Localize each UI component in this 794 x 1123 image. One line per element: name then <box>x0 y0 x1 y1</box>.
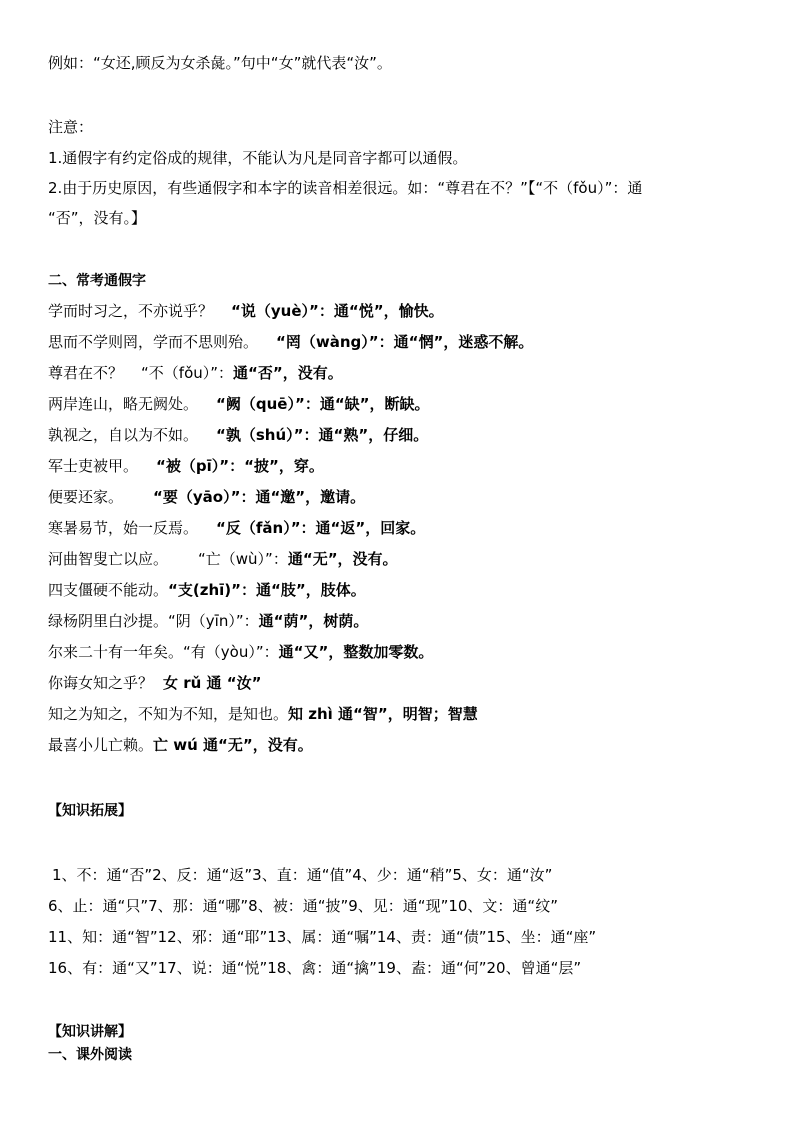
annotation: 通“否”，没有。 <box>233 364 343 382</box>
list-item <box>48 393 430 415</box>
annotation: “支(zhī)”：通“肢”，肢体。 <box>168 581 366 599</box>
section-title-common-tongjia: 二、常考通假字 <box>48 273 146 289</box>
annotation: “被（pī）”：“披”，穿。 <box>156 457 324 475</box>
explain-title: 【知识讲解】 <box>48 1024 132 1040</box>
sentence: 两岸连山，略无阙处。 <box>48 395 199 413</box>
annotation: “阙（quē）”：通“缺”，断缺。 <box>216 395 430 413</box>
annotation: 通“荫”，树荫。 <box>258 612 369 630</box>
list-item <box>48 331 533 353</box>
sentence: 寒暑易节，始一反焉。 <box>48 519 199 537</box>
annotation: 女 rǔ 通 “汝” <box>163 674 262 692</box>
sentence: 思而不学则罔，学而不思则殆。 <box>48 333 259 351</box>
annotation: 知 zhì 通“智”，明智；智慧 <box>288 705 478 723</box>
annotation: “孰（shú）”：通“熟”，仔细。 <box>216 426 429 444</box>
annotation: 通“又”，整数加零数。 <box>278 643 434 661</box>
expansion-row: 6、止：通“只”7、那：通“哪”8、被：通“披”9、见：通“现”10、文：通“纹” <box>48 897 558 915</box>
list-item <box>48 734 313 756</box>
expansion-row: 11、知：通“智”12、邪：通“耶”13、属：通“嘱”14、责：通“债”15、坐：通“座” <box>48 928 597 946</box>
list-item <box>48 579 366 601</box>
list-item <box>48 455 324 477</box>
list-item <box>48 703 478 725</box>
note-item-2-cont: “否”，没有。】 <box>48 209 147 227</box>
sentence: 你诲女知之乎？ <box>48 674 154 692</box>
annotation: “要（yāo）”：通“邀”，邀请。 <box>153 488 366 506</box>
annotation: “反（fǎn）”：通“返”，回家。 <box>216 519 426 537</box>
sentence: 尊君在不？ <box>48 364 124 382</box>
expansion-title: 【知识拓展】 <box>48 803 132 819</box>
annotation: 亡 wú 通“无”，没有。 <box>153 736 313 754</box>
annotation: “说（yuè）”：通“悦”，愉快。 <box>231 302 444 320</box>
list-item <box>48 641 433 663</box>
list-item <box>48 610 368 632</box>
note-title: 注意： <box>48 118 94 136</box>
sentence: 绿杨阴里白沙提。 <box>48 612 169 630</box>
sentence: 孰视之，自以为不如。 <box>48 426 199 444</box>
example-line: 例如：“女还,顾反为女杀彘。”句中“女”就代表“汝”。 <box>48 54 392 72</box>
sentence: 尔来二十有一年矣。 <box>48 643 184 661</box>
list-item <box>48 300 444 322</box>
sentence: 便要还家。 <box>48 488 124 506</box>
note-item-2: 2.由于历史原因，有些通假字和本字的读音相差很远。如：“尊君在不？”【“不（fǒu）”：通 <box>48 179 643 197</box>
expansion-row: 1、不：通“否”2、反：通“返”3、直：通“值”4、少：通“稍”5、女：通“汝” <box>52 866 553 884</box>
list-item <box>48 362 343 384</box>
sentence: 知之为知之，不知为不知，是知也。 <box>48 705 289 723</box>
sentence: 河曲智叟亡以应。 <box>48 550 169 568</box>
annotation: 通“无”，没有。 <box>287 550 398 568</box>
sentence: 军士吏被甲。 <box>48 457 139 475</box>
annotation-plain: “亡（wù）”： <box>198 550 288 568</box>
list-item <box>48 517 425 539</box>
list-item <box>48 548 398 570</box>
list-item <box>48 672 261 694</box>
explain-subtitle: 一、课外阅读 <box>48 1047 132 1063</box>
annotation-plain: “不（fǒu）”： <box>141 364 234 382</box>
note-item-1: 1.通假字有约定俗成的规律，不能认为凡是同音字都可以通假。 <box>48 149 468 167</box>
sentence: 学而时习之，不亦说乎？ <box>48 302 214 320</box>
annotation-plain: “有（yòu）”： <box>183 643 279 661</box>
list-item <box>48 486 365 508</box>
annotation-plain: “阴（yīn）”： <box>168 612 259 630</box>
list-item <box>48 424 428 446</box>
sentence: 最喜小儿亡赖。 <box>48 736 154 754</box>
annotation: “罔（wàng）”：通“惘”，迷惑不解。 <box>276 333 534 351</box>
expansion-row: 16、有：通“又”17、说：通“悦”18、禽：通“擒”19、盍：通“何”20、曾通“层” <box>48 959 582 977</box>
sentence: 四支僵硬不能动。 <box>48 581 169 599</box>
